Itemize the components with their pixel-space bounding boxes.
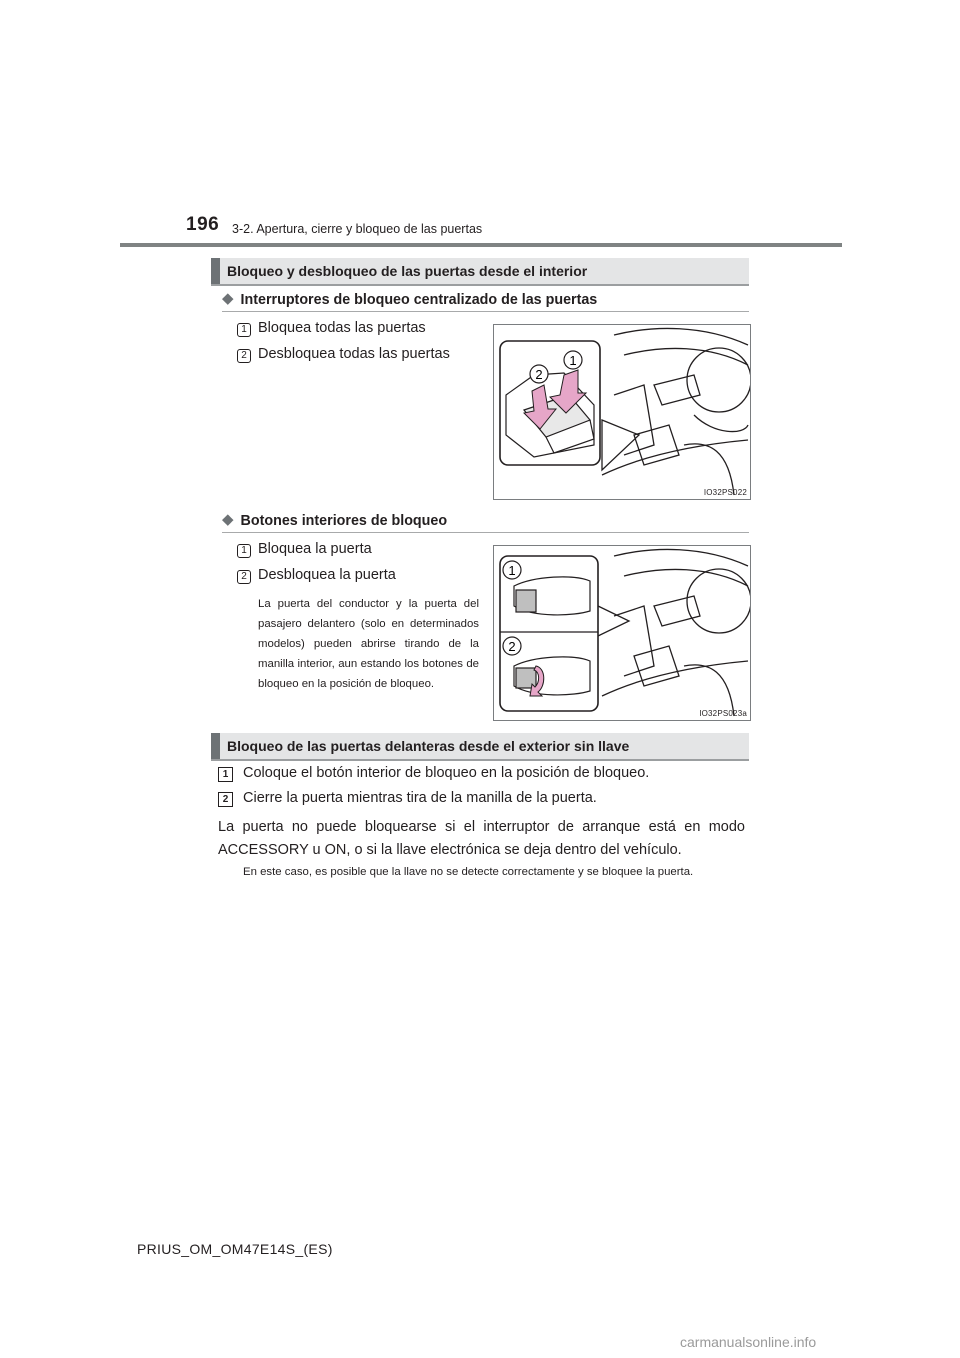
step-1-text: Coloque el botón interior de bloqueo en la posición de bloqueo.: [243, 765, 650, 781]
item-number-badge: 2: [237, 349, 251, 363]
section-band-underline: [211, 284, 749, 286]
paragraph-lock-warning: La puerta no puede bloquearse si el interruptor de arranque está en modo ACCESSORY u ON, o si la llave electrónica se deja dentro del vehículo.: [218, 819, 745, 858]
note-key-detection: En este caso, es posible que la llave no se detecte correctamente y se bloquee la puerta.: [243, 866, 694, 878]
step-number-badge: 2: [218, 792, 233, 807]
section-band-underline: [211, 759, 749, 761]
section-title-exterior: [211, 733, 749, 759]
figure2-callout-1: 1: [508, 563, 516, 578]
subheading-central-lock-label: Interruptores de bloqueo centralizado de las puertas: [240, 292, 598, 308]
figure1-callout-1: 1: [569, 353, 577, 368]
figure-interior-lock-buttons: [493, 545, 751, 721]
step-2-text: Cierre la puerta mientras tira de la manilla de la puerta.: [243, 790, 597, 806]
figure-code: IO32PS023a: [699, 709, 747, 718]
figure1-callout-2: 2: [535, 367, 543, 382]
note-door-handle: La puerta del conductor y la puerta del pasajero delantero (solo en determinados modelos) pueden abrirse tirando de la manilla interior, aun estando los botones de bloqueo en la posición de bloqueo.: [258, 598, 479, 690]
figure-central-lock-switch: [493, 324, 751, 500]
item-unlock-all: Desbloquea todas las puertas: [258, 346, 450, 362]
page-number: 196: [186, 214, 220, 235]
subheading-rule: [222, 311, 749, 312]
interior-lock-buttons-illustration: [494, 546, 750, 720]
central-lock-switch-illustration: [494, 325, 750, 499]
figure2-callout-2: 2: [508, 639, 516, 654]
chapter-heading: 3-2. Apertura, cierre y bloqueo de las puertas: [232, 222, 483, 236]
header-rule: [120, 243, 842, 247]
section-title-exterior-label: Bloqueo de las puertas delanteras desde el exterior sin llave: [227, 738, 630, 754]
item-number-badge: 2: [237, 570, 251, 584]
item-lock-door: Bloquea la puerta: [258, 541, 372, 557]
diamond-bullet-icon: ◆: [222, 290, 234, 307]
item-lock-all: Bloquea todas las puertas: [258, 320, 426, 336]
item-unlock-door: Desbloquea la puerta: [258, 567, 396, 583]
item-number-badge: 1: [237, 544, 251, 558]
step-number-badge: 1: [218, 767, 233, 782]
subheading-rule: [222, 532, 749, 533]
item-number-badge: 1: [237, 323, 251, 337]
section-title-interior-label: Bloqueo y desbloqueo de las puertas desde el interior: [227, 263, 588, 279]
subheading-interior-buttons: [222, 511, 447, 529]
figure-code: IO32PS022: [703, 488, 747, 497]
section-title-interior: [211, 258, 749, 284]
watermark: carmanualsonline.info: [680, 1334, 817, 1350]
diamond-bullet-icon: ◆: [222, 511, 234, 528]
footer-doc-code: PRIUS_OM_OM47E14S_(ES): [137, 1241, 333, 1257]
subheading-interior-buttons-label: Botones interiores de bloqueo: [240, 513, 448, 529]
subheading-central-lock: [222, 290, 597, 308]
